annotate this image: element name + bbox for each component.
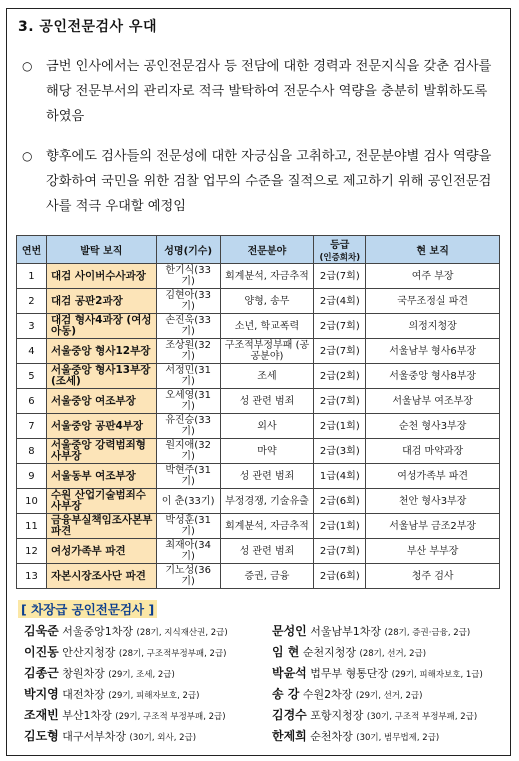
- deputy-name: 김종근: [24, 666, 59, 680]
- deputy-name: 한제희: [272, 729, 307, 743]
- cell-no: 5: [17, 364, 47, 389]
- cell-no: 11: [17, 514, 47, 539]
- cell-current: 서울남부 여조부장: [366, 389, 500, 414]
- deputy-entry: [24, 685, 199, 702]
- cell-grade: 2급(7회): [314, 389, 366, 414]
- bullet-paragraph-1: [22, 54, 502, 129]
- cell-current: 서울남부 금조2부장: [366, 514, 500, 539]
- cell-field: 외사: [220, 414, 314, 439]
- section-title: 3. 공인전문검사 우대: [18, 19, 157, 35]
- header-name: 성명(기수): [156, 236, 220, 264]
- cell-grade: 2급(7회): [314, 314, 366, 339]
- cell-name: 박성훈(31기): [156, 514, 220, 539]
- deputy-entry: [24, 664, 175, 681]
- cell-post: 서울중앙 여조부장: [46, 389, 156, 414]
- deputy-name: 조재빈: [24, 708, 59, 722]
- cell-no: 4: [17, 339, 47, 364]
- table-row: [17, 289, 500, 314]
- deputy-detail: (29기, 피해자보호, 2급): [108, 691, 200, 701]
- header-grade-sub: (인증회차): [319, 253, 361, 263]
- deputy-name: 박지영: [24, 687, 59, 701]
- cell-current: 천안 형사3부장: [366, 489, 500, 514]
- cell-field: 성 관련 범죄: [220, 389, 314, 414]
- cell-grade: 2급(3회): [314, 439, 366, 464]
- cell-current: 국무조정실 파견: [366, 289, 500, 314]
- deputy-pos: 대구서부차장: [62, 730, 127, 743]
- cell-no: 10: [17, 489, 47, 514]
- cell-post: 서울중앙 강력범죄형사부장: [46, 439, 156, 464]
- cell-post: 서울중앙 형사13부장(조세): [46, 364, 156, 389]
- cell-post: 금융부실책임조사본부 파견: [46, 514, 156, 539]
- cell-no: 8: [17, 439, 47, 464]
- deputy-detail: (28기, 증권·금융, 2급): [384, 628, 471, 638]
- deputy-name: 김경수: [272, 708, 307, 722]
- cell-field: 증권, 금융: [220, 564, 314, 589]
- table-row: [17, 564, 500, 589]
- cell-field: 구조적부정부패 (공공분야): [220, 339, 314, 364]
- cell-no: 7: [17, 414, 47, 439]
- deputy-entry: [272, 685, 422, 702]
- cell-grade: 2급(7회): [314, 539, 366, 564]
- deputy-detail: (28기, 선거, 2급): [359, 649, 427, 659]
- table-row: [17, 364, 500, 389]
- cell-no: 6: [17, 389, 47, 414]
- cell-grade: 2급(7회): [314, 264, 366, 289]
- deputy-pos: 법무부 형통단장: [310, 667, 389, 680]
- cell-post: 수원 산업기술범죄수사부장: [46, 489, 156, 514]
- deputy-detail: (29기, 피해자보호, 1급): [391, 670, 483, 680]
- table-row: [17, 264, 500, 289]
- table-row: [17, 464, 500, 489]
- cell-current: 대검 마약과장: [366, 439, 500, 464]
- deputy-entry: [272, 643, 426, 660]
- deputy-detail: (29기, 조세, 2급): [108, 670, 175, 680]
- deputy-pos: 순천차장: [310, 730, 353, 743]
- bullet-text: 금번 인사에서는 공인전문검사 등 전담에 대한 경력과 전문지식을 갖춘 검사를 해당 전문부서의 관리자로 적극 발탁하여 전문수사 역량을 충분히 발휘하도록 하였음: [46, 59, 492, 124]
- deputy-name: 이진동: [24, 645, 59, 659]
- cell-post: 여성가족부 파견: [46, 539, 156, 564]
- cell-name: 손진욱(33기): [156, 314, 220, 339]
- cell-field: 부정경쟁, 기술유출: [220, 489, 314, 514]
- deputy-entry: [272, 664, 483, 681]
- cell-current: 여성가족부 파견: [366, 464, 500, 489]
- deputy-pos: 서울남부1차장: [310, 625, 382, 638]
- deputy-pos: 포항지청장: [310, 709, 364, 722]
- cell-name: 기노성(36기): [156, 564, 220, 589]
- cell-post: 서울동부 여조부장: [46, 464, 156, 489]
- cell-name: 원지애(32기): [156, 439, 220, 464]
- header-current: 현 보직: [366, 236, 500, 264]
- cell-grade: 2급(6회): [314, 564, 366, 589]
- cell-name: 김현아(33기): [156, 289, 220, 314]
- deputy-detail: (30기, 구조적 부정부패, 2급): [366, 712, 478, 722]
- cell-grade: 2급(1회): [314, 414, 366, 439]
- cell-no: 1: [17, 264, 47, 289]
- cell-name: 박현주(31기): [156, 464, 220, 489]
- cell-field: 성 관련 범죄: [220, 539, 314, 564]
- cell-post: 대검 공판2과장: [46, 289, 156, 314]
- cell-field: 회계분석, 자금추적: [220, 514, 314, 539]
- cell-current: 의정지청장: [366, 314, 500, 339]
- deputy-pos: 대전차장: [62, 688, 105, 701]
- bullet-paragraph-2: [22, 144, 502, 219]
- cell-grade: 2급(2회): [314, 364, 366, 389]
- cell-grade: 1급(4회): [314, 464, 366, 489]
- deputy-detail: (29기, 선거, 2급): [355, 691, 423, 701]
- deputy-detail: (28기, 지식재산권, 2급): [136, 628, 228, 638]
- cell-current: 서울중앙 형사8부장: [366, 364, 500, 389]
- cell-name: 서정민(31기): [156, 364, 220, 389]
- table-row: [17, 339, 500, 364]
- cell-post: 자본시장조사단 파견: [46, 564, 156, 589]
- bullet-mark: ○: [22, 149, 33, 163]
- table-row: [17, 439, 500, 464]
- deputy-name: 문성인: [272, 624, 307, 638]
- cell-grade: 2급(1회): [314, 514, 366, 539]
- deputy-pos: 부산1차장: [62, 709, 112, 722]
- cell-field: 회계분석, 자금추적: [220, 264, 314, 289]
- cell-post: 대검 형사4과장 (여성아동): [46, 314, 156, 339]
- deputy-entry: [24, 622, 228, 639]
- deputy-name: 김욱준: [24, 624, 59, 638]
- table-row: [17, 414, 500, 439]
- deputy-pos: 서울중앙1차장: [62, 625, 134, 638]
- table-row: [17, 539, 500, 564]
- cell-post: 서울중앙 공판4부장: [46, 414, 156, 439]
- deputy-detail: (30기, 외사, 2급): [129, 733, 197, 743]
- cell-name: 오세영(31기): [156, 389, 220, 414]
- cell-name: 한기식(33기): [156, 264, 220, 289]
- header-field: 전문분야: [220, 236, 314, 264]
- table-header-row: [17, 236, 500, 264]
- cell-grade: 2급(7회): [314, 339, 366, 364]
- table-row: [17, 489, 500, 514]
- cell-field: 마약: [220, 439, 314, 464]
- deputy-name: 임 현: [272, 645, 300, 659]
- deputy-name: 박윤석: [272, 666, 307, 680]
- deputy-entry: [272, 622, 470, 639]
- cell-field: 소년, 학교폭력: [220, 314, 314, 339]
- bullet-text: 향후에도 검사들의 전문성에 대한 자긍심을 고취하고, 전문분야별 검사 역량을 강화하여 국민을 위한 검찰 업무의 수준을 질적으로 제고하기 위해 공인전문검사를 적극 우대할 예정임: [46, 149, 492, 214]
- cell-post: 서울중앙 형사12부장: [46, 339, 156, 364]
- deputy-name: 김도형: [24, 729, 59, 743]
- deputy-entry: [272, 727, 439, 744]
- deputy-entry: [272, 706, 477, 723]
- cell-no: 9: [17, 464, 47, 489]
- header-no: 연번: [17, 236, 47, 264]
- deputy-detail: (29기, 구조적 부정부패, 2급): [115, 712, 226, 722]
- cell-no: 13: [17, 564, 47, 589]
- cell-name: 조상원(32기): [156, 339, 220, 364]
- deputy-pos: 안산지청장: [62, 646, 116, 659]
- promotion-table: [16, 235, 500, 589]
- deputy-name: 송 강: [272, 687, 300, 701]
- cell-grade: 2급(6회): [314, 489, 366, 514]
- bullet-mark: ○: [22, 59, 33, 73]
- cell-name: 유진승(33기): [156, 414, 220, 439]
- deputy-pos: 창원차장: [62, 667, 105, 680]
- header-grade: [314, 236, 366, 264]
- cell-name: 이 춘(33기): [156, 489, 220, 514]
- cell-grade: 2급(4회): [314, 289, 366, 314]
- cell-post: 대검 사이버수사과장: [46, 264, 156, 289]
- cell-field: 성 관련 범죄: [220, 464, 314, 489]
- header-grade-label: 등급: [330, 240, 350, 251]
- cell-current: 순천 형사3부장: [366, 414, 500, 439]
- cell-no: 2: [17, 289, 47, 314]
- table-row: [17, 389, 500, 414]
- table-row: [17, 314, 500, 339]
- cell-current: 부산 부부장: [366, 539, 500, 564]
- header-post: 발탁 보직: [46, 236, 156, 264]
- cell-no: 3: [17, 314, 47, 339]
- deputy-entry: [24, 706, 226, 723]
- deputy-entry: [24, 643, 227, 660]
- cell-name: 최재아(34기): [156, 539, 220, 564]
- deputy-entry: [24, 727, 196, 744]
- cell-current: 청주 검사: [366, 564, 500, 589]
- cell-field: 조세: [220, 364, 314, 389]
- deputy-detail: (28기, 구조적부정부패, 2급): [118, 649, 227, 659]
- cell-current: 여주 부장: [366, 264, 500, 289]
- deputy-pos: 수원2차장: [302, 688, 353, 701]
- table-row: [17, 514, 500, 539]
- cell-no: 12: [17, 539, 47, 564]
- deputy-pos: 순천지청장: [302, 646, 357, 659]
- deputy-section-title: [ 차장급 공인전문검사 ]: [18, 600, 157, 618]
- cell-field: 양형, 송무: [220, 289, 314, 314]
- deputy-detail: (30기, 범무법제, 2급): [356, 733, 440, 743]
- cell-current: 서울남부 형사6부장: [366, 339, 500, 364]
